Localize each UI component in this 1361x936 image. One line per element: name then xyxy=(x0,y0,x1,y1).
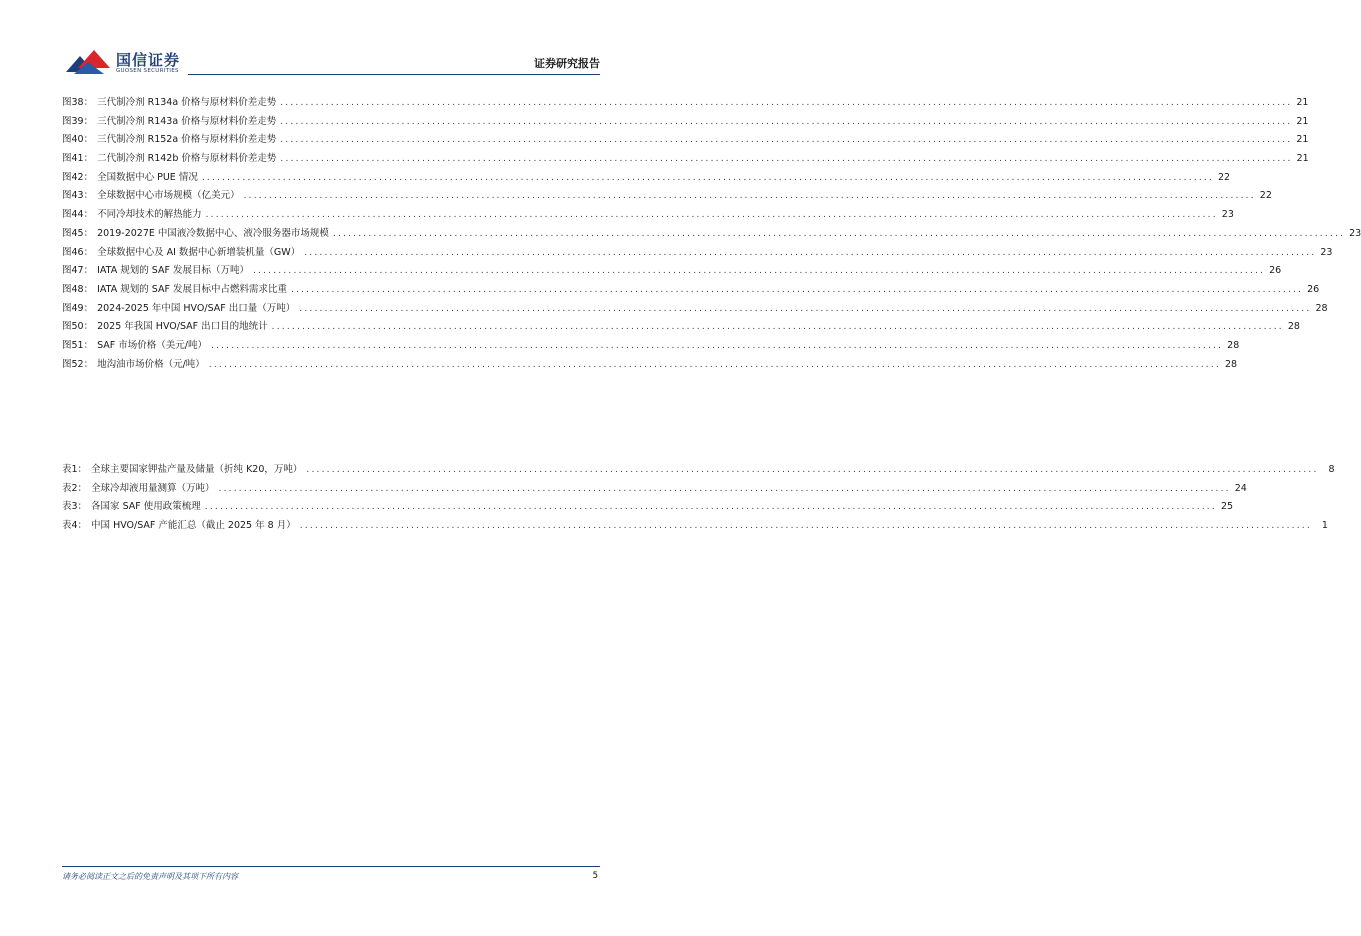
toc-entry-label: 图45： xyxy=(62,227,94,239)
toc-entry-title: 三代制冷剂 R152a 价格与原材料价差走势 xyxy=(97,134,277,146)
toc-entry-label: 图39： xyxy=(62,115,94,127)
toc-dot-leader: ........................................................................................................................................................................................................ xyxy=(280,98,1293,108)
figure-toc-row[interactable] xyxy=(62,113,1309,132)
toc-dot-leader: ........................................................................................................................................................................................................ xyxy=(306,465,1319,475)
toc-entry-title: 全球冷却液用量测算（万吨） xyxy=(91,482,215,494)
toc-entry-page: 25 xyxy=(1220,501,1234,513)
figure-toc-row[interactable] xyxy=(62,356,1238,375)
toc-entry-title: IATA 规划的 SAF 发展目标（万吨） xyxy=(97,265,249,277)
table-toc-row[interactable] xyxy=(62,517,1328,536)
figure-toc-row[interactable] xyxy=(62,225,1361,244)
toc-entry-label: 图50： xyxy=(62,321,94,333)
toc-dot-leader: ........................................................................................................................................................................................................ xyxy=(201,172,1214,183)
toc-entry-page: 23 xyxy=(1320,246,1333,258)
toc-entry-label: 图43： xyxy=(62,190,94,202)
toc-dot-leader: ........................................................................................................................................................................................................ xyxy=(280,116,1293,127)
toc-entry-label: 图51： xyxy=(62,339,94,351)
figure-toc-row[interactable] xyxy=(62,318,1300,337)
footer-divider xyxy=(62,866,600,867)
figure-toc-row[interactable] xyxy=(62,262,1282,281)
toc-entry-label: 图38： xyxy=(62,97,94,108)
footer-page-number: 5 xyxy=(592,871,598,881)
toc-entry-title: SAF 市场价格（美元/吨） xyxy=(97,339,207,351)
toc-entry-page: 1 xyxy=(1321,520,1328,532)
table-toc-row[interactable] xyxy=(62,461,1335,480)
toc-entry-label: 图52： xyxy=(62,358,94,370)
toc-dot-leader: ........................................................................................................................................................................................................ xyxy=(204,502,1217,513)
report-type-label: 证券研究报告 xyxy=(534,57,600,70)
figure-toc-row[interactable] xyxy=(62,206,1234,225)
toc-entry-title: 不同冷却技术的解热能力 xyxy=(97,209,202,221)
toc-entry-label: 图40： xyxy=(62,134,94,146)
toc-entry-title: 三代制冷剂 R143a 价格与原材料价差走势 xyxy=(97,115,277,127)
toc-entry-title: IATA 规划的 SAF 发展目标中占燃料需求比重 xyxy=(97,283,287,295)
figure-toc-row[interactable] xyxy=(62,244,1333,263)
toc-entry-title: 2025 年我国 HVO/SAF 出口目的地统计 xyxy=(97,321,268,333)
toc-entry-label: 图48： xyxy=(62,283,94,295)
toc-entry-page: 8 xyxy=(1328,464,1335,475)
toc-entry-page: 21 xyxy=(1296,97,1309,108)
header-divider xyxy=(188,74,600,75)
figure-toc-row[interactable] xyxy=(62,150,1309,169)
toc-entry-title: 2019-2027E 中国液冷数据中心、液冷服务器市场规模 xyxy=(97,227,329,239)
toc-entry-page: 21 xyxy=(1296,134,1309,146)
toc-entry-title: 全球主要国家钾盐产量及储量（折纯 K20，万吨） xyxy=(91,464,303,475)
toc-entry-title: 三代制冷剂 R134a 价格与原材料价差走势 xyxy=(97,97,277,108)
toc-dot-leader: ........................................................................................................................................................................................................ xyxy=(280,154,1293,165)
toc-dot-leader: ........................................................................................................................................................................................................ xyxy=(218,483,1231,494)
toc-entry-label: 表4： xyxy=(62,520,88,532)
toc-dot-leader: ........................................................................................................................................................................................................ xyxy=(210,340,1224,351)
toc-entry-label: 图42： xyxy=(62,171,94,183)
toc-entry-label: 表3： xyxy=(62,501,88,513)
figure-toc-row[interactable] xyxy=(62,187,1272,206)
footer-disclaimer: 请务必阅读正文之后的免责声明及其项下所有内容 xyxy=(62,872,238,881)
toc-entry-label: 图49： xyxy=(62,302,94,314)
toc-entry-page: 28 xyxy=(1287,321,1300,333)
toc-entry-page: 24 xyxy=(1234,482,1247,494)
toc-entry-page: 22 xyxy=(1218,171,1231,183)
toc-entry-page: 28 xyxy=(1224,358,1238,370)
figure-toc-row[interactable] xyxy=(62,131,1309,150)
toc-entry-label: 表1： xyxy=(62,464,88,475)
toc-entry-label: 图41： xyxy=(62,153,94,165)
toc-entry-label: 图47： xyxy=(62,265,94,277)
toc-entry-title: 全球数据中心市场规模（亿美元） xyxy=(97,190,240,202)
toc-dot-leader: ........................................................................................................................................................................................................ xyxy=(290,284,1304,295)
figure-toc-row[interactable] xyxy=(62,300,1328,319)
toc-entry-page: 22 xyxy=(1259,190,1272,202)
toc-entry-page: 21 xyxy=(1296,115,1309,127)
toc-entry-title: 2024-2025 年中国 HVO/SAF 出口量（万吨） xyxy=(97,302,296,314)
brand-name-en: GUOSEN SECURITIES xyxy=(116,68,179,74)
toc-entry-label: 图44： xyxy=(62,209,94,221)
figure-toc-row[interactable] xyxy=(62,169,1231,188)
toc-dot-leader: ........................................................................................................................................................................................................ xyxy=(299,521,1312,532)
toc-entry-page: 28 xyxy=(1315,302,1328,314)
table-toc-list xyxy=(62,461,1335,536)
toc-dot-leader: ........................................................................................................................................................................................................ xyxy=(243,191,1256,202)
toc-entry-title: 二代制冷剂 R142b 价格与原材料价差走势 xyxy=(97,153,277,165)
table-toc-row[interactable] xyxy=(62,480,1247,499)
figure-toc-row[interactable] xyxy=(62,281,1320,300)
toc-entry-page: 23 xyxy=(1349,227,1361,239)
toc-entry-label: 图46： xyxy=(62,246,94,258)
toc-dot-leader: ........................................................................................................................................................................................................ xyxy=(205,210,1218,221)
toc-entry-page: 26 xyxy=(1269,265,1282,277)
guosen-logo-icon xyxy=(64,46,114,78)
toc-entry-label: 表2： xyxy=(62,482,88,494)
table-toc-row[interactable] xyxy=(62,498,1234,517)
toc-entry-title: 中国 HVO/SAF 产能汇总（截止 2025 年 8 月） xyxy=(91,520,296,532)
toc-entry-page: 21 xyxy=(1296,153,1309,165)
toc-dot-leader: ........................................................................................................................................................................................................ xyxy=(332,228,1346,239)
toc-dot-leader: ........................................................................................................................................................................................................ xyxy=(280,135,1293,146)
toc-entry-page: 23 xyxy=(1221,209,1234,221)
toc-entry-title: 各国家 SAF 使用政策梳理 xyxy=(91,501,201,513)
figure-toc-list xyxy=(62,94,1361,374)
toc-entry-page: 26 xyxy=(1307,283,1320,295)
page-header xyxy=(0,0,662,80)
brand-name-cn: 国信证券 xyxy=(116,51,181,69)
toc-dot-leader: ........................................................................................................................................................................................................ xyxy=(208,359,1221,370)
figure-toc-row[interactable] xyxy=(62,94,1309,113)
toc-dot-leader: ........................................................................................................................................................................................................ xyxy=(252,266,1266,277)
toc-entry-page: 28 xyxy=(1227,339,1240,351)
toc-entry-title: 地沟油市场价格（元/吨） xyxy=(97,358,205,370)
toc-dot-leader: ........................................................................................................................................................................................................ xyxy=(271,322,1284,333)
toc-dot-leader: ........................................................................................................................................................................................................ xyxy=(304,247,1317,258)
figure-toc-row[interactable] xyxy=(62,337,1240,356)
toc-entry-title: 全球数据中心及 AI 数据中心新增装机量（GW） xyxy=(97,246,301,258)
toc-entry-title: 全国数据中心 PUE 情况 xyxy=(97,171,198,183)
toc-dot-leader: ........................................................................................................................................................................................................ xyxy=(299,303,1312,314)
